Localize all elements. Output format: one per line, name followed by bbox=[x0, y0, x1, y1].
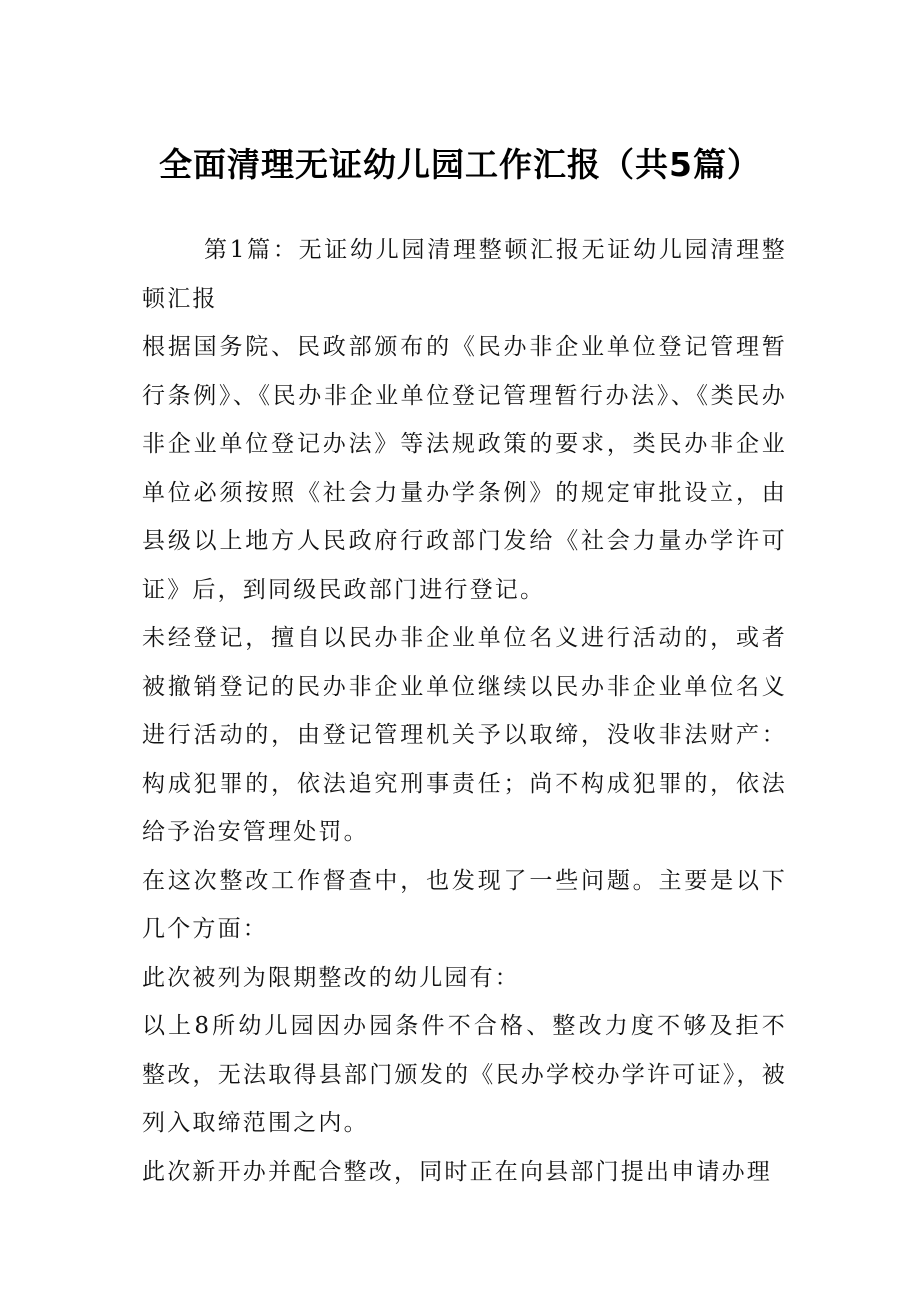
document-title: 全面清理无证幼儿园工作汇报（共5篇） bbox=[159, 145, 761, 184]
document-body bbox=[142, 226, 787, 1196]
paragraph: 此次新开办并配合整改，同时正在向县部门提出申请办理 bbox=[142, 1158, 772, 1185]
paragraph: 以上8所幼儿园因办园条件不合格、整改力度不够及拒不整改，无法取得县部门颁发的《民办学校办学许可证》，被列入取缔范围之内。 bbox=[142, 1013, 787, 1136]
paragraph-section-heading: 第1篇：无证幼儿园清理整顿汇报无证幼儿园清理整顿汇报 bbox=[142, 237, 787, 312]
paragraph: 此次被列为限期整改的幼儿园有： bbox=[142, 964, 520, 991]
paragraph: 在这次整改工作督查中，也发现了一些问题。主要是以下几个方面： bbox=[142, 867, 787, 942]
paragraph: 根据国务院、民政部颁布的《民办非企业单位登记管理暂行条例》、《民办非企业单位登记管理暂行办法》、《类民办非企业单位登记办法》等法规政策的要求，类民办非企业单位必须按照《社会力量办学条例》的规定审批设立，由县级以上地方人民政府行政部门发给《社会力量办学许可证》后，到同级民政部门进行登记。 bbox=[142, 334, 787, 603]
paragraph: 未经登记，擅自以民办非企业单位名义进行活动的，或者被撤销登记的民办非企业单位继续以民办非企业单位名义进行活动的，由登记管理机关予以取缔，没收非法财产：构成犯罪的，依法追究刑事责任；尚不构成犯罪的，依法给予治安管理处罚。 bbox=[142, 625, 787, 845]
